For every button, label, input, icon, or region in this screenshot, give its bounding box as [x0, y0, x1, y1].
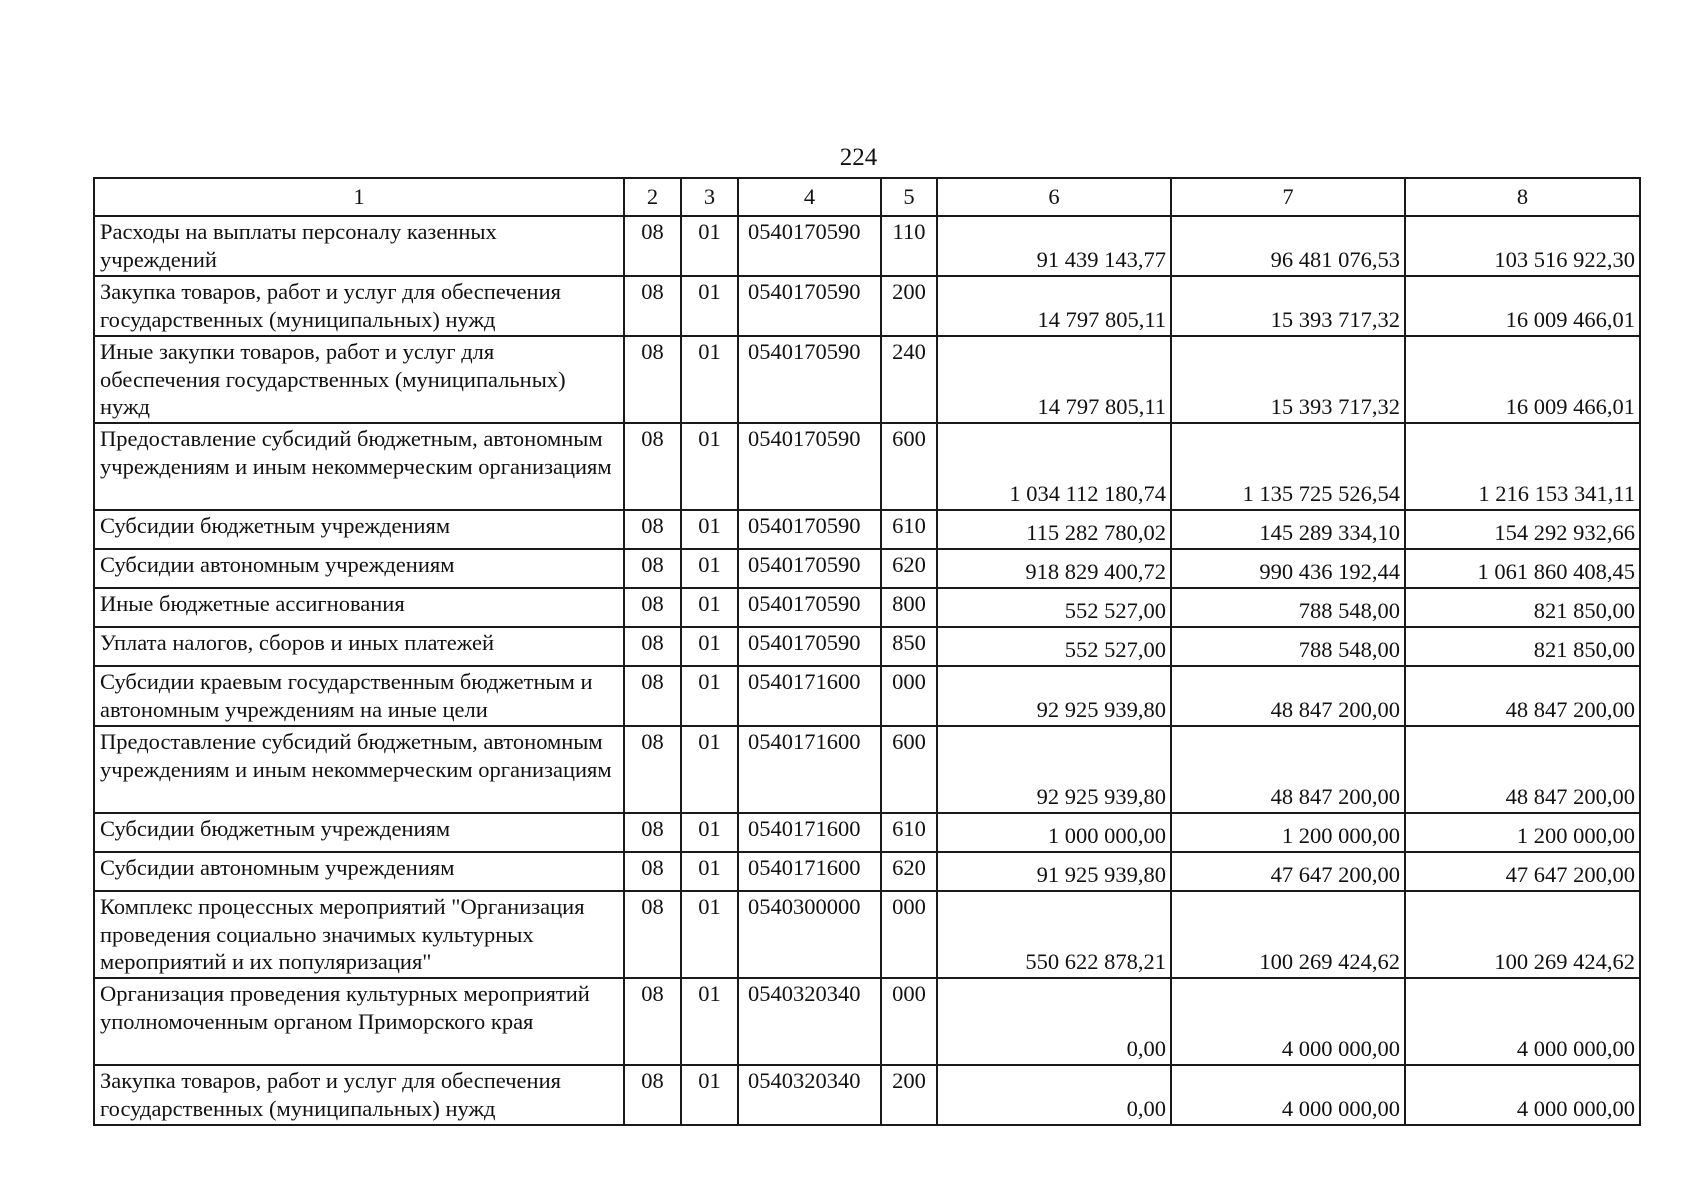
amount-col6: 91 439 143,77: [937, 216, 1171, 276]
amount-col7: 788 548,00: [1171, 588, 1405, 627]
amount-col8: 154 292 932,66: [1405, 510, 1640, 549]
amount-col7: 1 200 000,00: [1171, 813, 1405, 852]
expense-type-code: 240: [881, 336, 937, 423]
expense-type-code: 200: [881, 276, 937, 336]
subsection-code: 01: [681, 423, 738, 510]
table-row: [94, 336, 1640, 423]
amount-col8: 16 009 466,01: [1405, 336, 1640, 423]
table-row: [94, 666, 1640, 726]
amount-col8: 1 200 000,00: [1405, 813, 1640, 852]
row-name: Субсидии автономным учреждениям: [94, 852, 624, 891]
amount-col8: 103 516 922,30: [1405, 216, 1640, 276]
section-code: 08: [624, 510, 681, 549]
amount-col8: 4 000 000,00: [1405, 978, 1640, 1065]
row-name: Закупка товаров, работ и услуг для обеспечения государственных (муниципальных) нужд: [94, 1065, 624, 1125]
column-header: 3: [681, 178, 738, 216]
subsection-code: 01: [681, 726, 738, 813]
amount-col8: 1 216 153 341,11: [1405, 423, 1640, 510]
section-code: 08: [624, 423, 681, 510]
section-code: 08: [624, 627, 681, 666]
subsection-code: 01: [681, 336, 738, 423]
amount-col7: 788 548,00: [1171, 627, 1405, 666]
expense-type-code: 620: [881, 549, 937, 588]
target-item-code: 0540320340: [738, 978, 881, 1065]
target-item-code: 0540171600: [738, 666, 881, 726]
amount-col8: 48 847 200,00: [1405, 726, 1640, 813]
section-code: 08: [624, 1065, 681, 1125]
table-row: [94, 891, 1640, 978]
subsection-code: 01: [681, 891, 738, 978]
row-name: Комплекс процессных мероприятий "Организация проведения социально значимых культурных мероприятий и их популяризация": [94, 891, 624, 978]
subsection-code: 01: [681, 1065, 738, 1125]
expense-type-code: 110: [881, 216, 937, 276]
header-row: [94, 178, 1640, 216]
table-header: [94, 178, 1640, 216]
amount-col6: 0,00: [937, 978, 1171, 1065]
section-code: 08: [624, 276, 681, 336]
row-name: Уплата налогов, сборов и иных платежей: [94, 627, 624, 666]
amount-col7: 990 436 192,44: [1171, 549, 1405, 588]
table-row: [94, 1065, 1640, 1125]
subsection-code: 01: [681, 813, 738, 852]
column-header: 4: [738, 178, 881, 216]
row-name: Организация проведения культурных мероприятий уполномоченным органом Приморского края: [94, 978, 624, 1065]
amount-col7: 15 393 717,32: [1171, 336, 1405, 423]
section-code: 08: [624, 666, 681, 726]
expense-type-code: 610: [881, 813, 937, 852]
amount-col6: 1 034 112 180,74: [937, 423, 1171, 510]
section-code: 08: [624, 813, 681, 852]
table-row: [94, 852, 1640, 891]
amount-col6: 918 829 400,72: [937, 549, 1171, 588]
amount-col6: 550 622 878,21: [937, 891, 1171, 978]
table-row: [94, 813, 1640, 852]
amount-col8: 1 061 860 408,45: [1405, 549, 1640, 588]
subsection-code: 01: [681, 510, 738, 549]
amount-col7: 100 269 424,62: [1171, 891, 1405, 978]
column-header: 8: [1405, 178, 1640, 216]
section-code: 08: [624, 852, 681, 891]
subsection-code: 01: [681, 627, 738, 666]
budget-table: [93, 177, 1641, 1126]
amount-col7: 47 647 200,00: [1171, 852, 1405, 891]
subsection-code: 01: [681, 588, 738, 627]
target-item-code: 0540170590: [738, 549, 881, 588]
amount-col6: 91 925 939,80: [937, 852, 1171, 891]
expense-type-code: 000: [881, 891, 937, 978]
table-row: [94, 276, 1640, 336]
amount-col8: 100 269 424,62: [1405, 891, 1640, 978]
expense-type-code: 610: [881, 510, 937, 549]
section-code: 08: [624, 216, 681, 276]
expense-type-code: 600: [881, 726, 937, 813]
amount-col6: 92 925 939,80: [937, 726, 1171, 813]
column-header: 2: [624, 178, 681, 216]
amount-col8: 4 000 000,00: [1405, 1065, 1640, 1125]
amount-col7: 145 289 334,10: [1171, 510, 1405, 549]
subsection-code: 01: [681, 852, 738, 891]
amount-col6: 552 527,00: [937, 627, 1171, 666]
row-name: Закупка товаров, работ и услуг для обеспечения государственных (муниципальных) нужд: [94, 276, 624, 336]
expense-type-code: 200: [881, 1065, 937, 1125]
subsection-code: 01: [681, 216, 738, 276]
amount-col8: 16 009 466,01: [1405, 276, 1640, 336]
amount-col6: 552 527,00: [937, 588, 1171, 627]
amount-col6: 1 000 000,00: [937, 813, 1171, 852]
amount-col7: 4 000 000,00: [1171, 978, 1405, 1065]
target-item-code: 0540170590: [738, 336, 881, 423]
table-row: [94, 978, 1640, 1065]
page-number: 224: [839, 144, 878, 171]
column-header: 1: [94, 178, 624, 216]
expense-type-code: 000: [881, 666, 937, 726]
row-name: Предоставление субсидий бюджетным, автономным учреждениям и иным некоммерческим организациям: [94, 423, 624, 510]
table-row: [94, 726, 1640, 813]
amount-col8: 821 850,00: [1405, 627, 1640, 666]
expense-type-code: 800: [881, 588, 937, 627]
amount-col6: 14 797 805,11: [937, 336, 1171, 423]
amount-col7: 48 847 200,00: [1171, 666, 1405, 726]
target-item-code: 0540170590: [738, 423, 881, 510]
amount-col8: 48 847 200,00: [1405, 666, 1640, 726]
table-row: [94, 423, 1640, 510]
row-name: Субсидии автономным учреждениям: [94, 549, 624, 588]
amount-col6: 92 925 939,80: [937, 666, 1171, 726]
expense-type-code: 620: [881, 852, 937, 891]
table-row: [94, 216, 1640, 276]
subsection-code: 01: [681, 549, 738, 588]
amount-col7: 1 135 725 526,54: [1171, 423, 1405, 510]
target-item-code: 0540320340: [738, 1065, 881, 1125]
expense-type-code: 600: [881, 423, 937, 510]
row-name: Субсидии краевым государственным бюджетным и автономным учреждениям на иные цели: [94, 666, 624, 726]
target-item-code: 0540170590: [738, 588, 881, 627]
table-row: [94, 627, 1640, 666]
amount-col8: 47 647 200,00: [1405, 852, 1640, 891]
row-name: Субсидии бюджетным учреждениям: [94, 510, 624, 549]
expense-type-code: 850: [881, 627, 937, 666]
table-row: [94, 588, 1640, 627]
row-name: Предоставление субсидий бюджетным, автономным учреждениям и иным некоммерческим организациям: [94, 726, 624, 813]
amount-col6: 115 282 780,02: [937, 510, 1171, 549]
amount-col7: 48 847 200,00: [1171, 726, 1405, 813]
column-header: 5: [881, 178, 937, 216]
table-row: [94, 510, 1640, 549]
section-code: 08: [624, 726, 681, 813]
target-item-code: 0540170590: [738, 510, 881, 549]
amount-col8: 821 850,00: [1405, 588, 1640, 627]
amount-col7: 15 393 717,32: [1171, 276, 1405, 336]
column-header: 6: [937, 178, 1171, 216]
target-item-code: 0540171600: [738, 852, 881, 891]
section-code: 08: [624, 891, 681, 978]
table-body: [94, 216, 1640, 1125]
row-name: Иные бюджетные ассигнования: [94, 588, 624, 627]
row-name: Расходы на выплаты персоналу казенных учреждений: [94, 216, 624, 276]
expense-type-code: 000: [881, 978, 937, 1065]
target-item-code: 0540171600: [738, 726, 881, 813]
subsection-code: 01: [681, 666, 738, 726]
target-item-code: 0540170590: [738, 627, 881, 666]
section-code: 08: [624, 588, 681, 627]
target-item-code: 0540300000: [738, 891, 881, 978]
amount-col6: 14 797 805,11: [937, 276, 1171, 336]
target-item-code: 0540170590: [738, 276, 881, 336]
table-row: [94, 549, 1640, 588]
target-item-code: 0540170590: [738, 216, 881, 276]
row-name: Иные закупки товаров, работ и услуг для обеспечения государственных (муниципальных) нужд: [94, 336, 624, 423]
subsection-code: 01: [681, 276, 738, 336]
column-header: 7: [1171, 178, 1405, 216]
subsection-code: 01: [681, 978, 738, 1065]
section-code: 08: [624, 978, 681, 1065]
target-item-code: 0540171600: [738, 813, 881, 852]
row-name: Субсидии бюджетным учреждениям: [94, 813, 624, 852]
section-code: 08: [624, 336, 681, 423]
section-code: 08: [624, 549, 681, 588]
amount-col7: 4 000 000,00: [1171, 1065, 1405, 1125]
amount-col6: 0,00: [937, 1065, 1171, 1125]
amount-col7: 96 481 076,53: [1171, 216, 1405, 276]
